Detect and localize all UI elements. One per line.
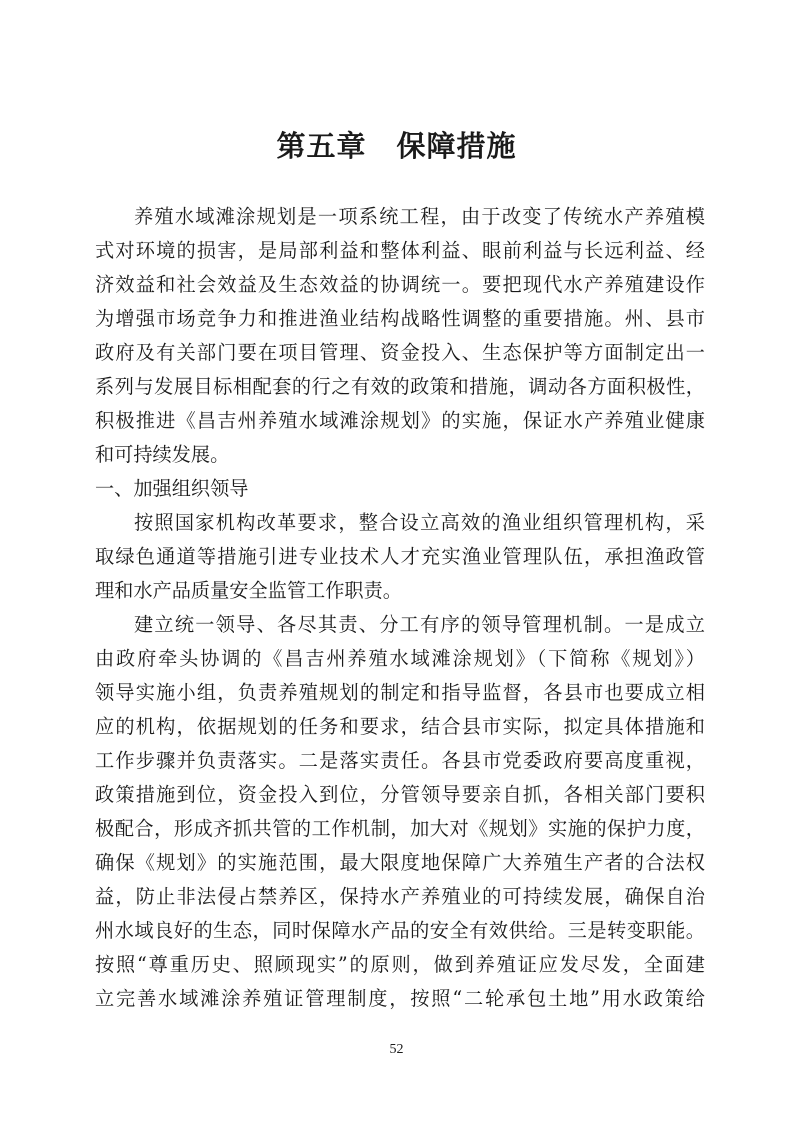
paragraph-3-line-3: 领导实施小组，负责养殖规划的制定和指导监督，各县市也要成立相 [95, 681, 705, 704]
paragraph-1-line-6: 系列与发展目标相配套的行之有效的政策和措施，调动各方面积极性， [95, 375, 705, 398]
paragraph-3-line-2: 由政府牵头协调的《昌吉州养殖水域滩涂规划》（下简称《规划》） [95, 647, 705, 670]
paragraph-1-line-4: 为增强市场竞争力和推进渔业结构战略性调整的重要措施。州、县市 [95, 307, 705, 330]
paragraph-3-line-1: 建立统一领导、各尽其责、分工有序的领导管理机制。一是成立 [134, 613, 705, 636]
paragraph-3-line-6: 政策措施到位，资金投入到位，分管领导要亲自抓，各相关部门要积 [95, 783, 705, 806]
paragraph-3-line-10: 州水域良好的生态，同时保障水产品的安全有效供给。三是转变职能。 [95, 919, 705, 942]
paragraph-3-line-8: 确保《规划》的实施范围，最大限度地保障广大养殖生产者的合法权 [95, 851, 705, 874]
paragraph-3-line-5: 工作步骤并负责落实。二是落实责任。各县市党委政府要高度重视， [95, 749, 705, 772]
chapter-title: 第五章 保障措施 [276, 129, 517, 163]
paragraph-1-line-7: 积极推进《昌吉州养殖水域滩涂规划》的实施，保证水产养殖业健康 [95, 409, 705, 432]
paragraph-3-line-4: 应的机构，依据规划的任务和要求，结合县市实际，拟定具体措施和 [95, 715, 705, 738]
page-number: 52 [389, 1042, 404, 1057]
paragraph-3-line-9: 益，防止非法侵占禁养区，保持水产养殖业的可持续发展，确保自治 [95, 885, 705, 908]
paragraph-2-line-3: 理和水产品质量安全监管工作职责。 [95, 579, 402, 602]
paragraph-3-line-11: 按照“尊重历史、照顾现实”的原则，做到养殖证应发尽发，全面建 [95, 953, 705, 976]
paragraph-3-line-7: 极配合，形成齐抓共管的工作机制，加大对《规划》实施的保护力度， [95, 817, 705, 840]
paragraph-1-line-8: 和可持续发展。 [95, 443, 230, 466]
paragraph-3-line-12: 立完善水域滩涂养殖证管理制度，按照“二轮承包土地”用水政策给 [95, 987, 705, 1010]
paragraph-2-line-1: 按照国家机构改革要求，整合设立高效的渔业组织管理机构，采 [134, 511, 705, 534]
paragraph-1-line-2: 式对环境的损害，是局部利益和整体利益、眼前利益与长远利益、经 [95, 239, 705, 262]
paragraph-1-line-5: 政府及有关部门要在项目管理、资金投入、生态保护等方面制定出一 [95, 341, 705, 364]
section-heading: 一、加强组织领导 [95, 477, 249, 500]
paragraph-1-line-3: 济效益和社会效益及生态效益的协调统一。要把现代水产养殖建设作 [95, 273, 705, 296]
paragraph-1-line-1: 养殖水域滩涂规划是一项系统工程，由于改变了传统水产养殖模 [134, 205, 705, 228]
paragraph-2-line-2: 取绿色通道等措施引进专业技术人才充实渔业管理队伍，承担渔政管 [95, 545, 705, 568]
